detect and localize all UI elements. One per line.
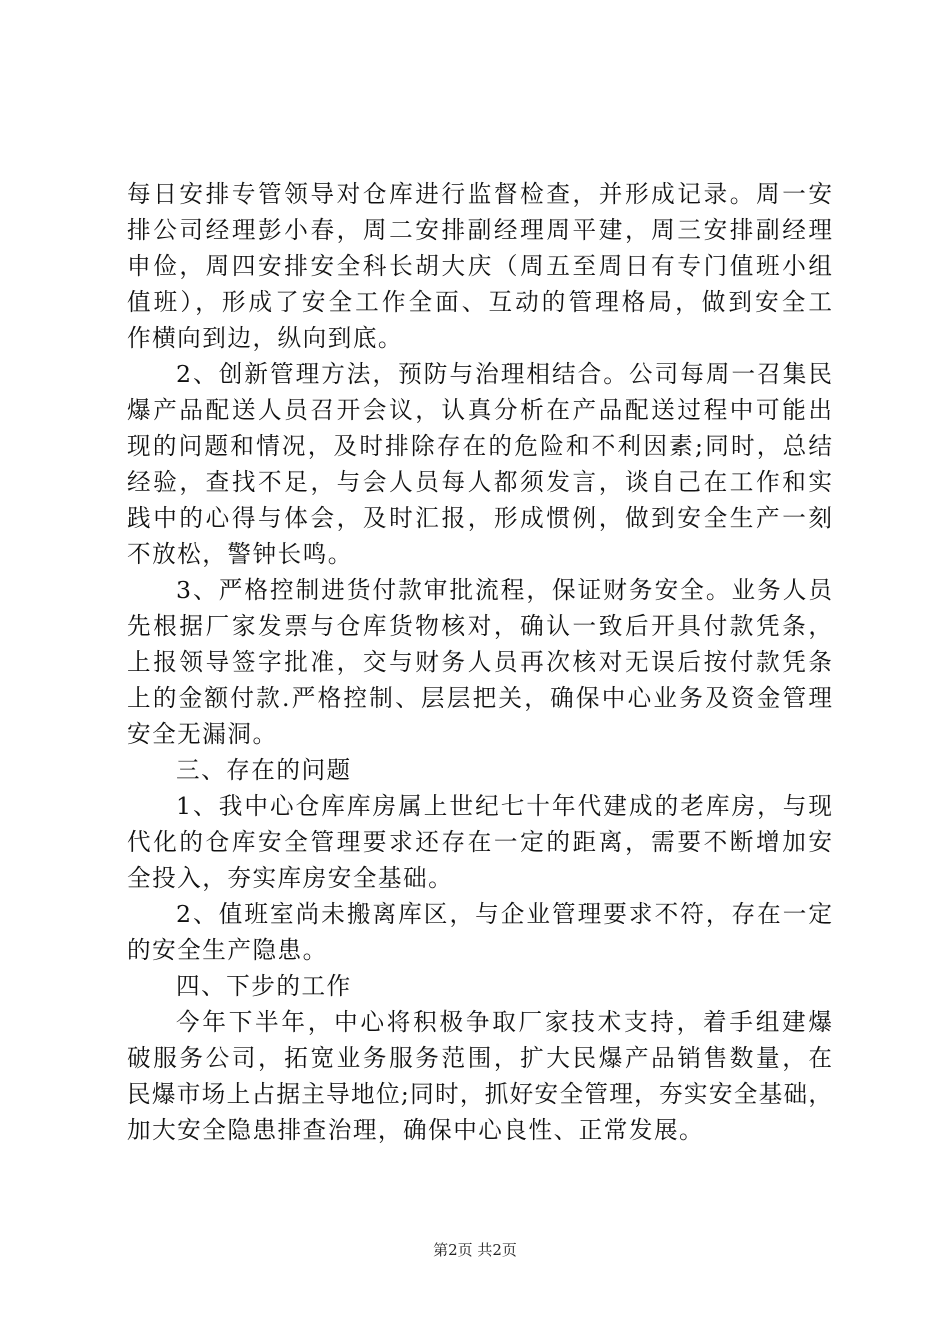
body-line: 不放松，警钟长鸣。 (127, 540, 353, 568)
body-line: 作横向到边，纵向到底。 (127, 324, 404, 352)
body-line: 的安全生产隐患。 (127, 936, 328, 964)
body-line: 上的金额付款.严格控制、层层把关，确保中心业务及资金管理 (127, 684, 832, 712)
body-line: 爆产品配送人员召开会议，认真分析在产品配送过程中可能出 (127, 396, 832, 424)
body-line: 全投入，夯实库房安全基础。 (127, 864, 454, 892)
paragraph-2-first-line: 2、创新管理方法，预防与治理相结合。公司每周一召集民 (176, 360, 832, 388)
body-line: 申俭，周四安排安全科长胡大庆（周五至周日有专门值班小组 (127, 252, 832, 280)
body-line: 上报领导签字批准，交与财务人员再次核对无误后按付款凭条 (127, 648, 832, 676)
problem-1-first-line: 1、我中心仓库库房属上世纪七十年代建成的老库房，与现 (176, 792, 832, 820)
next-steps-first-line: 今年下半年，中心将积极争取厂家技术支持，着手组建爆 (176, 1008, 832, 1036)
body-line: 民爆市场上占据主导地位;同时，抓好安全管理，夯实安全基础， (127, 1080, 832, 1108)
page-number-footer: 第2页 共2页 (433, 1241, 517, 1259)
body-line: 代化的仓库安全管理要求还存在一定的距离，需要不断增加安 (127, 828, 832, 856)
paragraph-3-first-line: 3、严格控制进货付款审批流程，保证财务安全。业务人员 (176, 576, 832, 604)
body-line: 破服务公司，拓宽业务服务范围，扩大民爆产品销售数量，在 (127, 1044, 832, 1072)
body-line: 践中的心得与体会，及时汇报，形成惯例，做到安全生产一刻 (127, 504, 832, 532)
body-line: 值班），形成了安全工作全面、互动的管理格局，做到安全工 (127, 288, 832, 316)
body-line: 先根据厂家发票与仓库货物核对，确认一致后开具付款凭条， (127, 612, 832, 640)
section-heading-problems: 三、存在的问题 (176, 756, 352, 784)
body-line: 现的问题和情况，及时排除存在的危险和不利因素;同时，总结 (127, 432, 832, 460)
section-heading-next-steps: 四、下步的工作 (176, 972, 352, 1000)
body-line: 安全无漏洞。 (127, 720, 278, 748)
problem-2-first-line: 2、值班室尚未搬离库区，与企业管理要求不符，存在一定 (176, 900, 832, 928)
body-line: 加大安全隐患排查治理，确保中心良性、正常发展。 (127, 1116, 705, 1144)
body-line: 经验，查找不足，与会人员每人都须发言，谈自己在工作和实 (127, 468, 832, 496)
body-line: 每日安排专管领导对仓库进行监督检查，并形成记录。周一安 (127, 180, 832, 208)
body-line: 排公司经理彭小春，周二安排副经理周平建，周三安排副经理 (127, 216, 832, 244)
